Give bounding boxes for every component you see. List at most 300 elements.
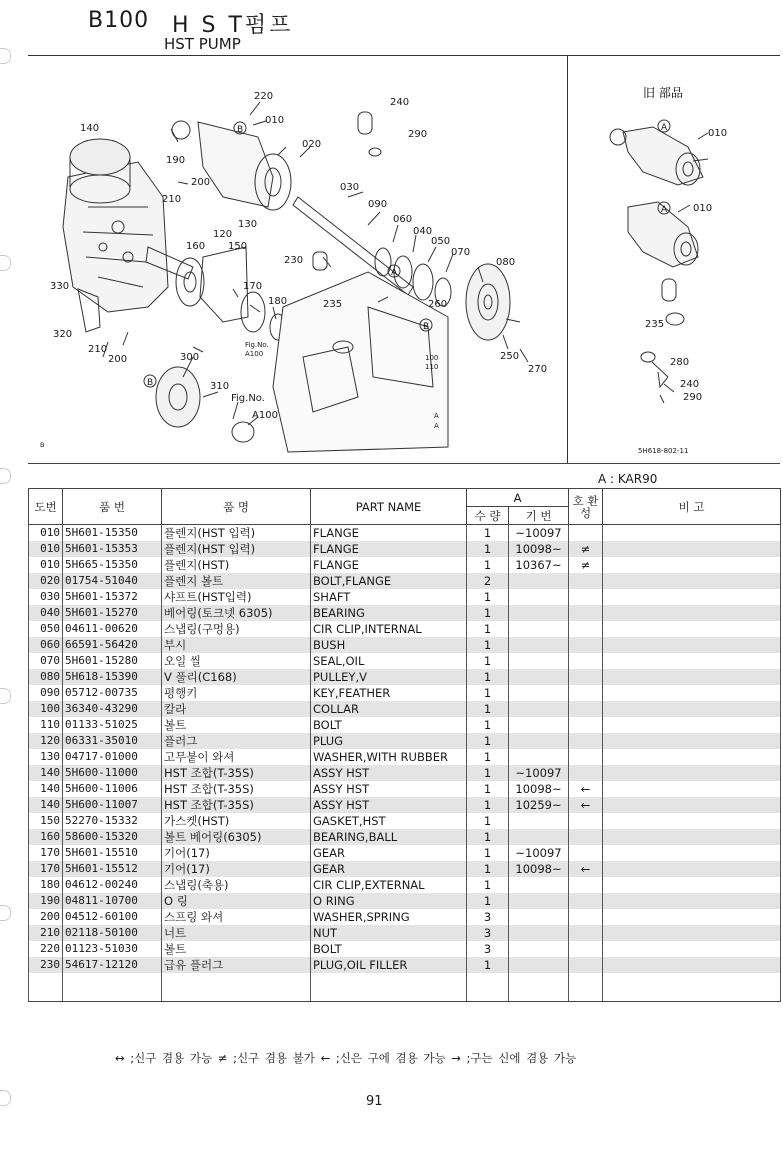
interchange-cell [569, 637, 603, 653]
diagram-label: A [434, 422, 439, 430]
old-diagram-label: 290 [683, 392, 703, 403]
serial-basis-cell: ~10097 [509, 765, 569, 781]
part-number-cell: 5H601-15372 [63, 589, 162, 605]
quantity-cell: 1 [467, 557, 509, 573]
part-number-cell: 5H601-15353 [63, 541, 162, 557]
serial-basis-cell [509, 637, 569, 653]
table-row [29, 621, 781, 637]
header-basis: 기 번 [509, 507, 569, 525]
quantity-cell: 1 [467, 589, 509, 605]
korean-name-cell: 플렌지(HST 입력) [162, 525, 311, 542]
diagram-label: 150 [228, 241, 248, 252]
serial-basis-cell [509, 669, 569, 685]
korean-name-cell: 오일 씰 [162, 653, 311, 669]
remarks-cell [603, 925, 781, 941]
header-no: 도번 [29, 489, 63, 525]
interchange-cell: ← [569, 861, 603, 877]
serial-basis-cell [509, 733, 569, 749]
serial-basis-cell: ~10097 [509, 845, 569, 861]
diagram-label: 180 [268, 296, 288, 307]
remarks-cell [603, 685, 781, 701]
remarks-cell [603, 845, 781, 861]
diagram-label: A100 [252, 410, 278, 421]
quantity-cell: 1 [467, 637, 509, 653]
serial-basis-cell [509, 925, 569, 941]
part-name-cell: BEARING [311, 605, 467, 621]
remarks-cell [603, 605, 781, 621]
blank-cell [569, 973, 603, 1002]
table-row [29, 877, 781, 893]
part-name-cell: PLUG [311, 733, 467, 749]
ref-no-cell: 080 [29, 669, 63, 685]
diagram-label: 320 [53, 329, 73, 340]
diagram-label: 140 [80, 123, 100, 134]
korean-name-cell: 볼트 베어링(6305) [162, 829, 311, 845]
parts-table [28, 488, 781, 1002]
korean-name-cell: 플러그 [162, 733, 311, 749]
old-diagram-label: 240 [680, 379, 700, 390]
part-name-cell: ASSY HST [311, 781, 467, 797]
serial-basis-cell [509, 829, 569, 845]
diagram-label: 290 [408, 129, 428, 140]
remarks-cell [603, 781, 781, 797]
part-name-cell: BUSH [311, 637, 467, 653]
interchange-cell [569, 893, 603, 909]
header-name-ko: 품 명 [162, 489, 311, 525]
old-parts-drawing [568, 57, 780, 461]
ref-no-cell: 020 [29, 573, 63, 589]
korean-name-cell: O 링 [162, 893, 311, 909]
interchange-cell [569, 525, 603, 542]
diagram-label: 220 [254, 91, 274, 102]
part-name-cell: FLANGE [311, 557, 467, 573]
part-number-cell: 06331-35010 [63, 733, 162, 749]
old-diagram-label: 235 [645, 319, 665, 330]
ref-no-cell: 170 [29, 845, 63, 861]
table-row [29, 813, 781, 829]
blank-cell [311, 973, 467, 1002]
part-number-cell: 04612-00240 [63, 877, 162, 893]
korean-name-cell: 가스켓(HST) [162, 813, 311, 829]
ref-no-cell: 130 [29, 749, 63, 765]
table-row [29, 717, 781, 733]
part-name-cell: O RING [311, 893, 467, 909]
blank-cell [603, 973, 781, 1002]
part-name-cell: BOLT,FLANGE [311, 573, 467, 589]
diagram-label: 210 [88, 344, 108, 355]
remarks-cell [603, 765, 781, 781]
part-name-cell: ASSY HST [311, 765, 467, 781]
interchange-cell: ≠ [569, 557, 603, 573]
quantity-cell: 1 [467, 653, 509, 669]
quantity-cell: 1 [467, 733, 509, 749]
serial-basis-cell [509, 653, 569, 669]
quantity-cell: 1 [467, 621, 509, 637]
part-name-cell: PLUG,OIL FILLER [311, 957, 467, 973]
part-number-cell: 5H601-15510 [63, 845, 162, 861]
section-code: B100 [88, 8, 150, 33]
korean-name-cell: 스냅링(구멍용) [162, 621, 311, 637]
part-number-cell: 04611-00620 [63, 621, 162, 637]
diagram-label: 100 [425, 354, 439, 362]
quantity-cell: 1 [467, 749, 509, 765]
blank-cell [162, 973, 311, 1002]
part-number-cell: 54617-12120 [63, 957, 162, 973]
part-name-cell: COLLAR [311, 701, 467, 717]
korean-name-cell: 플렌지 볼트 [162, 573, 311, 589]
serial-basis-cell: 10098~ [509, 541, 569, 557]
interchange-cell [569, 653, 603, 669]
interchange-cell [569, 749, 603, 765]
interchange-cell [569, 909, 603, 925]
serial-basis-cell [509, 701, 569, 717]
part-number-cell: 66591-56420 [63, 637, 162, 653]
diagram-label: 030 [340, 182, 360, 193]
serial-basis-cell [509, 717, 569, 733]
exploded-diagram [28, 57, 566, 461]
quantity-cell: 3 [467, 909, 509, 925]
table-blank-row [29, 973, 781, 1002]
quantity-cell: 1 [467, 893, 509, 909]
diagram-label: Fig.No. [231, 393, 265, 404]
korean-name-cell: 급유 플러그 [162, 957, 311, 973]
ref-no-cell: 060 [29, 637, 63, 653]
quantity-cell: 3 [467, 941, 509, 957]
diagram-label: B [237, 125, 244, 135]
header-interchange: 호 환 성 [569, 489, 603, 525]
section-title-english: HST PUMP [164, 35, 241, 53]
diagram-label: A100 [245, 350, 264, 358]
interchange-cell [569, 701, 603, 717]
quantity-cell: 1 [467, 829, 509, 845]
old-parts-diagram [568, 57, 780, 461]
interchange-cell [569, 621, 603, 637]
table-row [29, 941, 781, 957]
quantity-cell: 1 [467, 957, 509, 973]
part-name-cell: CIR CLIP,INTERNAL [311, 621, 467, 637]
diagram-label: 110 [425, 363, 439, 371]
quantity-cell: 1 [467, 797, 509, 813]
diagram-label: 200 [108, 354, 128, 365]
korean-name-cell: V 풀리(C168) [162, 669, 311, 685]
diagram-label: A [434, 412, 439, 420]
korean-name-cell: 샤프트(HST입력) [162, 589, 311, 605]
part-number-cell: 5H600-11000 [63, 765, 162, 781]
table-row [29, 733, 781, 749]
serial-basis-cell: 10367~ [509, 557, 569, 573]
quantity-cell: 1 [467, 685, 509, 701]
table-row [29, 653, 781, 669]
part-name-cell: BOLT [311, 941, 467, 957]
part-name-cell: WASHER,WITH RUBBER [311, 749, 467, 765]
table-row [29, 525, 781, 542]
old-diagram-label: 280 [670, 357, 690, 368]
part-name-cell: BOLT [311, 717, 467, 733]
remarks-cell [603, 637, 781, 653]
korean-name-cell: 스냅링(축용) [162, 877, 311, 893]
old-diagram-label: 010 [708, 128, 728, 139]
interchange-legend: ↔ ;신구 겸용 가능 ≠ ;신구 겸용 불가 ← ;신은 구에 겸용 가능 → ;구는 신에 겸용 가능 [115, 1051, 577, 1065]
remarks-cell [603, 541, 781, 557]
part-name-cell: NUT [311, 925, 467, 941]
table-row [29, 781, 781, 797]
interchange-cell [569, 589, 603, 605]
serial-basis-cell [509, 685, 569, 701]
ref-no-cell: 190 [29, 893, 63, 909]
remarks-cell [603, 893, 781, 909]
quantity-cell: 1 [467, 781, 509, 797]
blank-cell [63, 973, 162, 1002]
table-row [29, 637, 781, 653]
interchange-cell [569, 669, 603, 685]
diagram-label: 080 [496, 257, 516, 268]
remarks-cell [603, 829, 781, 845]
diagram-label: 050 [431, 236, 451, 247]
a-column-legend: A : KAR90 [598, 472, 658, 486]
header-qty: 수 량 [467, 507, 509, 525]
remarks-cell [603, 557, 781, 573]
serial-basis-cell: ~10097 [509, 525, 569, 542]
part-name-cell: WASHER,SPRING [311, 909, 467, 925]
ref-no-cell: 160 [29, 829, 63, 845]
table-row [29, 797, 781, 813]
serial-basis-cell [509, 813, 569, 829]
part-number-cell: 58600-15320 [63, 829, 162, 845]
ref-no-cell: 140 [29, 797, 63, 813]
quantity-cell: 1 [467, 525, 509, 542]
quantity-cell: 2 [467, 573, 509, 589]
table-row [29, 957, 781, 973]
table-row [29, 557, 781, 573]
part-number-cell: 5H600-11007 [63, 797, 162, 813]
quantity-cell: 1 [467, 669, 509, 685]
part-name-cell: SHAFT [311, 589, 467, 605]
korean-name-cell: HST 조합(T-35S) [162, 765, 311, 781]
part-name-cell: CIR CLIP,EXTERNAL [311, 877, 467, 893]
diagram-label: 210 [162, 194, 182, 205]
ref-no-cell: 110 [29, 717, 63, 733]
part-number-cell: 5H665-15350 [63, 557, 162, 573]
diagram-label: 010 [265, 115, 285, 126]
exploded-diagram-drawing [28, 57, 566, 461]
table-row [29, 845, 781, 861]
serial-basis-cell [509, 605, 569, 621]
quantity-cell: 1 [467, 861, 509, 877]
ref-no-cell: 120 [29, 733, 63, 749]
ref-no-cell: 150 [29, 813, 63, 829]
parts-table-body [29, 525, 781, 1002]
remarks-cell [603, 589, 781, 605]
quantity-cell: 1 [467, 701, 509, 717]
diagram-label: 260 [428, 299, 448, 310]
part-name-cell: ASSY HST [311, 797, 467, 813]
diagram-label: Fig.No. [245, 341, 269, 349]
quantity-cell: 1 [467, 845, 509, 861]
ref-no-cell: 010 [29, 525, 63, 542]
table-row [29, 605, 781, 621]
diagram-label: 130 [238, 219, 258, 230]
korean-name-cell: 베어링(토크넷 6305) [162, 605, 311, 621]
table-row [29, 749, 781, 765]
diagram-label: B [423, 322, 430, 332]
table-row [29, 669, 781, 685]
table-row [29, 685, 781, 701]
serial-basis-cell [509, 573, 569, 589]
korean-name-cell: 기어(17) [162, 845, 311, 861]
blank-cell [29, 973, 63, 1002]
diagram-label: 160 [186, 241, 206, 252]
diagram-label: 170 [243, 281, 263, 292]
ref-no-cell: 200 [29, 909, 63, 925]
part-number-cell: 52270-15332 [63, 813, 162, 829]
part-number-cell: 5H601-15270 [63, 605, 162, 621]
korean-name-cell: 기어(17) [162, 861, 311, 877]
serial-basis-cell [509, 909, 569, 925]
table-row [29, 861, 781, 877]
korean-name-cell: 부시 [162, 637, 311, 653]
korean-name-cell: 플렌지(HST 입력) [162, 541, 311, 557]
old-diagram-label: A [661, 123, 668, 133]
part-name-cell: FLANGE [311, 525, 467, 542]
diagram-label: B [40, 441, 45, 449]
table-row [29, 541, 781, 557]
diagram-label: 330 [50, 281, 70, 292]
interchange-cell [569, 733, 603, 749]
ref-no-cell: 220 [29, 941, 63, 957]
remarks-cell [603, 749, 781, 765]
interchange-cell [569, 813, 603, 829]
quantity-cell: 3 [467, 925, 509, 941]
diagram-label: 070 [451, 247, 471, 258]
header-part-no: 품 번 [63, 489, 162, 525]
part-name-cell: SEAL,OIL [311, 653, 467, 669]
diagram-label: 020 [302, 139, 322, 150]
ref-no-cell: 100 [29, 701, 63, 717]
serial-basis-cell [509, 749, 569, 765]
interchange-cell [569, 957, 603, 973]
korean-name-cell: HST 조합(T-35S) [162, 781, 311, 797]
table-row [29, 589, 781, 605]
remarks-cell [603, 573, 781, 589]
header-a: A [467, 489, 569, 507]
diagram-label: 090 [368, 199, 388, 210]
table-row [29, 925, 781, 941]
part-number-cell: 36340-43290 [63, 701, 162, 717]
quantity-cell: 1 [467, 813, 509, 829]
part-name-cell: PULLEY,V [311, 669, 467, 685]
blank-cell [467, 973, 509, 1002]
ref-no-cell: 010 [29, 557, 63, 573]
quantity-cell: 1 [467, 765, 509, 781]
serial-basis-cell [509, 877, 569, 893]
ref-no-cell: 230 [29, 957, 63, 973]
serial-basis-cell [509, 957, 569, 973]
part-name-cell: BEARING,BALL [311, 829, 467, 845]
blank-cell [509, 973, 569, 1002]
interchange-cell [569, 717, 603, 733]
part-name-cell: FLANGE [311, 541, 467, 557]
remarks-cell [603, 797, 781, 813]
remarks-cell [603, 813, 781, 829]
remarks-cell [603, 621, 781, 637]
header-remarks: 비 고 [603, 489, 781, 525]
part-number-cell: 01754-51040 [63, 573, 162, 589]
page-number: 91 [366, 1094, 383, 1109]
table-row [29, 765, 781, 781]
interchange-cell: ← [569, 781, 603, 797]
ref-no-cell: 040 [29, 605, 63, 621]
ref-no-cell: 070 [29, 653, 63, 669]
interchange-cell [569, 685, 603, 701]
ref-no-cell: 010 [29, 541, 63, 557]
part-name-cell: GEAR [311, 861, 467, 877]
korean-name-cell: HST 조합(T-35S) [162, 797, 311, 813]
quantity-cell: 1 [467, 605, 509, 621]
ref-no-cell: 140 [29, 781, 63, 797]
korean-name-cell: 플렌지(HST) [162, 557, 311, 573]
table-row [29, 909, 781, 925]
korean-name-cell: 스프링 와셔 [162, 909, 311, 925]
part-number-cell: 5H601-15512 [63, 861, 162, 877]
old-parts-title: 旧 部品 [643, 86, 683, 100]
table-row [29, 829, 781, 845]
diagram-bottom-rule [28, 463, 780, 464]
serial-basis-cell: 10259~ [509, 797, 569, 813]
quantity-cell: 1 [467, 877, 509, 893]
remarks-cell [603, 877, 781, 893]
old-diagram-label: 010 [693, 203, 713, 214]
ref-no-cell: 210 [29, 925, 63, 941]
korean-name-cell: 고무붙이 와셔 [162, 749, 311, 765]
part-number-cell: 04512-60100 [63, 909, 162, 925]
header-rule [28, 55, 780, 56]
quantity-cell: 1 [467, 717, 509, 733]
remarks-cell [603, 525, 781, 542]
remarks-cell [603, 909, 781, 925]
korean-name-cell: 평행키 [162, 685, 311, 701]
diagram-label: 120 [213, 229, 233, 240]
diagram-label: B [147, 378, 154, 388]
old-diagram-ref: 5H618-802-11 [638, 447, 689, 455]
remarks-cell [603, 733, 781, 749]
interchange-cell [569, 925, 603, 941]
part-number-cell: 05712-00735 [63, 685, 162, 701]
interchange-cell: ≠ [569, 541, 603, 557]
diagram-label: 200 [191, 177, 211, 188]
ref-no-cell: 050 [29, 621, 63, 637]
korean-name-cell: 칼라 [162, 701, 311, 717]
interchange-cell [569, 845, 603, 861]
diagram-label: 190 [166, 155, 186, 166]
diagram-label: A [391, 268, 398, 278]
interchange-cell [569, 573, 603, 589]
remarks-cell [603, 653, 781, 669]
ref-no-cell: 140 [29, 765, 63, 781]
ref-no-cell: 170 [29, 861, 63, 877]
korean-name-cell: 볼트 [162, 941, 311, 957]
diagram-label: 235 [323, 299, 343, 310]
diagram-label: 250 [500, 351, 520, 362]
interchange-cell [569, 877, 603, 893]
remarks-cell [603, 941, 781, 957]
diagram-label: 240 [390, 97, 410, 108]
part-name-cell: KEY,FEATHER [311, 685, 467, 701]
diagram-label: 310 [210, 381, 230, 392]
interchange-cell [569, 605, 603, 621]
old-diagram-label: A [661, 205, 668, 215]
remarks-cell [603, 669, 781, 685]
part-number-cell: 5H601-15280 [63, 653, 162, 669]
